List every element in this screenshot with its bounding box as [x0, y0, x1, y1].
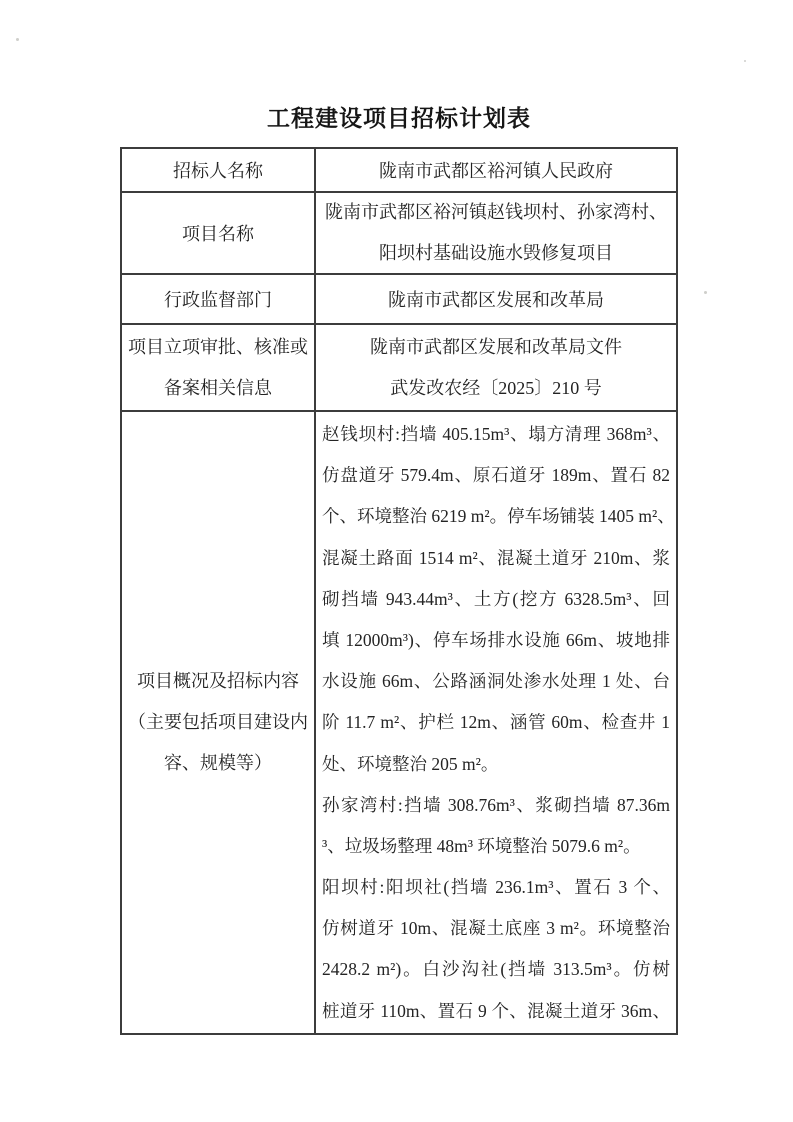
project-name-label: 项目名称 — [122, 193, 316, 273]
overview-line: 仿树道牙 10m、混凝土底座 3 m²。环境整治 — [322, 918, 670, 939]
table-row-tenderer — [122, 149, 676, 193]
project-overview-label — [122, 412, 316, 1033]
scan-artifact — [704, 291, 707, 294]
approval-info-label-line: 备案相关信息 — [164, 377, 272, 398]
project-name-line: 陇南市武都区裕河镇赵钱坝村、孙家湾村、 — [325, 202, 667, 222]
overview-line: 阶 11.7 m²、护栏 12m、涵管 60m、检查井 1 — [322, 712, 670, 733]
project-name-line: 阳坝村基础设施水毁修复项目 — [379, 243, 613, 263]
overview-line: 个、环境整治 6219 m²。停车场铺装 1405 m²、 — [322, 506, 675, 527]
project-overview-content — [316, 412, 676, 1033]
table-row-project-name — [122, 193, 676, 275]
overview-line: 2428.2 m²)。白沙沟社(挡墙 313.5m³。仿树 — [322, 959, 670, 980]
page-title: 工程建设项目招标计划表 — [267, 105, 531, 131]
table-row-project-overview — [122, 412, 676, 1033]
overview-line: 水设施 66m、公路涵洞处渗水处理 1 处、台 — [322, 671, 670, 692]
overview-line: 混凝土路面 1514 m²、混凝土道牙 210m、浆 — [322, 547, 670, 568]
overview-line: 桩道牙 110m、置石 9 个、混凝土道牙 36m、 — [322, 1000, 670, 1021]
overview-line: 砌挡墙 943.44m³、土方(挖方 6328.5m³、回 — [322, 588, 670, 609]
project-overview-label-line: （主要包括项目建设内 — [128, 712, 308, 732]
bidding-plan-table — [120, 147, 678, 1035]
overview-line: ³、垃圾场整理 48m³ 环境整治 5079.6 m²。 — [322, 835, 641, 856]
project-overview-label-line: 项目概况及招标内容 — [137, 671, 299, 691]
supervisory-dept-label: 行政监督部门 — [122, 275, 316, 323]
overview-line: 仿盘道牙 579.4m、原石道牙 189m、置石 82 — [322, 465, 670, 486]
overview-line: 赵钱坝村:挡墙 405.15m³、塌方清理 368m³、 — [322, 424, 670, 444]
overview-line: 处、环境整治 205 m²。 — [322, 753, 499, 774]
approval-info-value — [316, 325, 676, 410]
overview-line: 填 12000m³)、停车场排水设施 66m、坡地排 — [322, 629, 670, 650]
tenderer-value: 陇南市武都区裕河镇人民政府 — [379, 161, 613, 181]
overview-line: 阳坝村:阳坝社(挡墙 236.1m³、置石 3 个、 — [322, 877, 670, 898]
tenderer-label: 招标人名称 — [122, 149, 316, 191]
scan-artifact — [744, 60, 746, 62]
supervisory-dept-value: 陇南市武都区发展和改革局 — [388, 290, 604, 310]
overview-line: 孙家湾村:挡墙 308.76m³、浆砌挡墙 87.36m — [322, 794, 670, 815]
approval-info-label — [122, 325, 316, 410]
table-row-approval-info — [122, 325, 676, 412]
approval-doc-number-line: 武发改农经〔2025〕210 号 — [390, 377, 602, 398]
table-row-supervisory-dept — [122, 275, 676, 325]
scan-artifact — [16, 38, 19, 41]
approval-doc-line: 陇南市武都区发展和改革局文件 — [370, 336, 622, 357]
project-overview-label-line: 容、规模等） — [164, 753, 272, 773]
project-name-value — [316, 193, 676, 273]
approval-info-label-line: 项目立项审批、核准或 — [128, 336, 308, 357]
